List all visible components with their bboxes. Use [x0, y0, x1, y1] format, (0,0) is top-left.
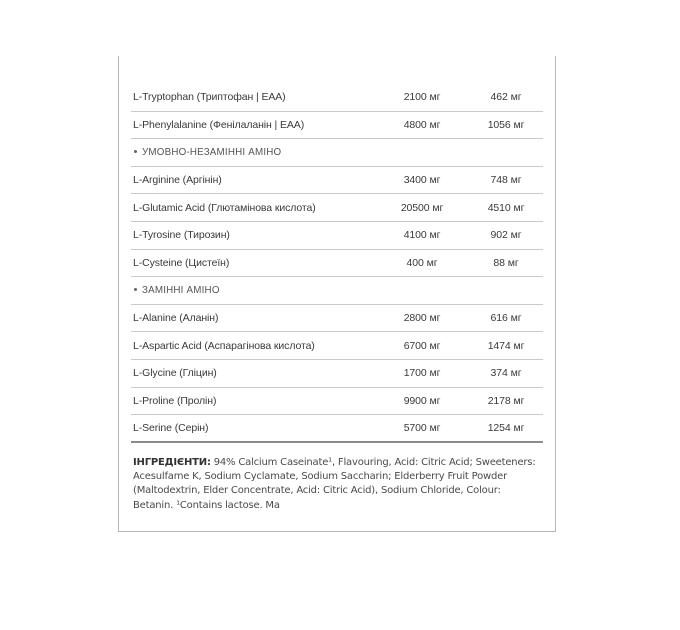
table-row	[131, 112, 543, 140]
table-row	[131, 222, 543, 250]
amount-per-100g: 400 мг	[406, 256, 438, 269]
amount-per-serving: 88 мг	[493, 256, 519, 269]
amount-per-serving: 616 мг	[490, 312, 522, 325]
amount-per-serving: 748 мг	[490, 174, 522, 187]
section-header-row	[131, 277, 543, 305]
amino-name: L-Tyrosine (Тирозин)	[133, 229, 230, 242]
ingredients-text	[133, 456, 541, 513]
ingredients-body: 94% Calcium Caseinate¹, Flavouring, Acid: Citric Acid; Sweeteners: Acesulfame K, Sodium Cyclamate, Sodium Saccharin; Elderberry Fruit Powder (Maltodextrin, Elder Concentrate, Acid: Citric Acid), Sodium Chloride, Colour: Betanin. ¹Contains lactose. Ма	[133, 457, 536, 511]
table-row	[131, 250, 543, 278]
amino-acid-table	[131, 84, 543, 443]
bullet-icon	[134, 150, 137, 153]
amount-per-serving: 1056 мг	[487, 118, 525, 131]
amino-name: L-Proline (Пролін)	[133, 394, 217, 407]
bullet-icon	[134, 288, 137, 291]
amino-name: L-Tryptophan (Триптофан | EAA)	[133, 91, 286, 104]
amino-name: L-Arginine (Аргінін)	[133, 174, 222, 187]
amino-name: L-Glutamic Acid (Глютамінова кислота)	[133, 201, 316, 214]
amount-per-serving: 4510 мг	[487, 201, 525, 214]
amount-per-100g: 1700 мг	[403, 367, 441, 380]
section-header	[131, 285, 377, 296]
amino-name: L-Serine (Серін)	[133, 421, 209, 434]
table-row	[131, 388, 543, 416]
amount-per-100g: 4800 мг	[403, 118, 441, 131]
amino-name: L-Alanine (Аланін)	[133, 312, 219, 325]
amount-per-100g: 6700 мг	[403, 339, 441, 352]
table-row	[131, 167, 543, 195]
section-label: УМОВНО-НЕЗАМІННІ АМІНО	[142, 146, 282, 158]
amount-per-serving: 374 мг	[490, 367, 522, 380]
table-row	[131, 194, 543, 222]
amount-per-serving: 1474 мг	[487, 339, 525, 352]
section-header-row	[131, 139, 543, 167]
amount-per-100g: 2800 мг	[403, 312, 441, 325]
table-row	[131, 84, 543, 112]
table-row	[131, 305, 543, 333]
amino-name: L-Glycine (Гліцин)	[133, 367, 217, 380]
table-row	[131, 415, 543, 443]
table-row	[131, 360, 543, 388]
amino-name: L-Aspartic Acid (Аспарагінова кислота)	[133, 339, 315, 352]
amino-name: L-Phenylalanine (Фенілаланін | EAA)	[133, 118, 305, 131]
section-header	[131, 147, 377, 158]
ingredients-label: ІНГРЕДІЄНТИ:	[133, 457, 211, 468]
nutrition-panel	[118, 56, 556, 532]
section-label: ЗАМІННІ АМІНО	[142, 284, 220, 296]
amino-name: L-Cysteine (Цистеїн)	[133, 256, 230, 269]
amount-per-100g: 4100 мг	[403, 229, 441, 242]
amount-per-100g: 9900 мг	[403, 394, 441, 407]
amount-per-serving: 2178 мг	[487, 394, 525, 407]
amount-per-serving: 902 мг	[490, 229, 522, 242]
table-row	[131, 332, 543, 360]
amount-per-100g: 20500 мг	[400, 201, 444, 214]
amount-per-100g: 5700 мг	[403, 421, 441, 434]
amount-per-100g: 3400 мг	[403, 174, 441, 187]
amount-per-serving: 1254 мг	[487, 421, 525, 434]
amount-per-serving: 462 мг	[490, 91, 522, 104]
amount-per-100g: 2100 мг	[403, 91, 441, 104]
